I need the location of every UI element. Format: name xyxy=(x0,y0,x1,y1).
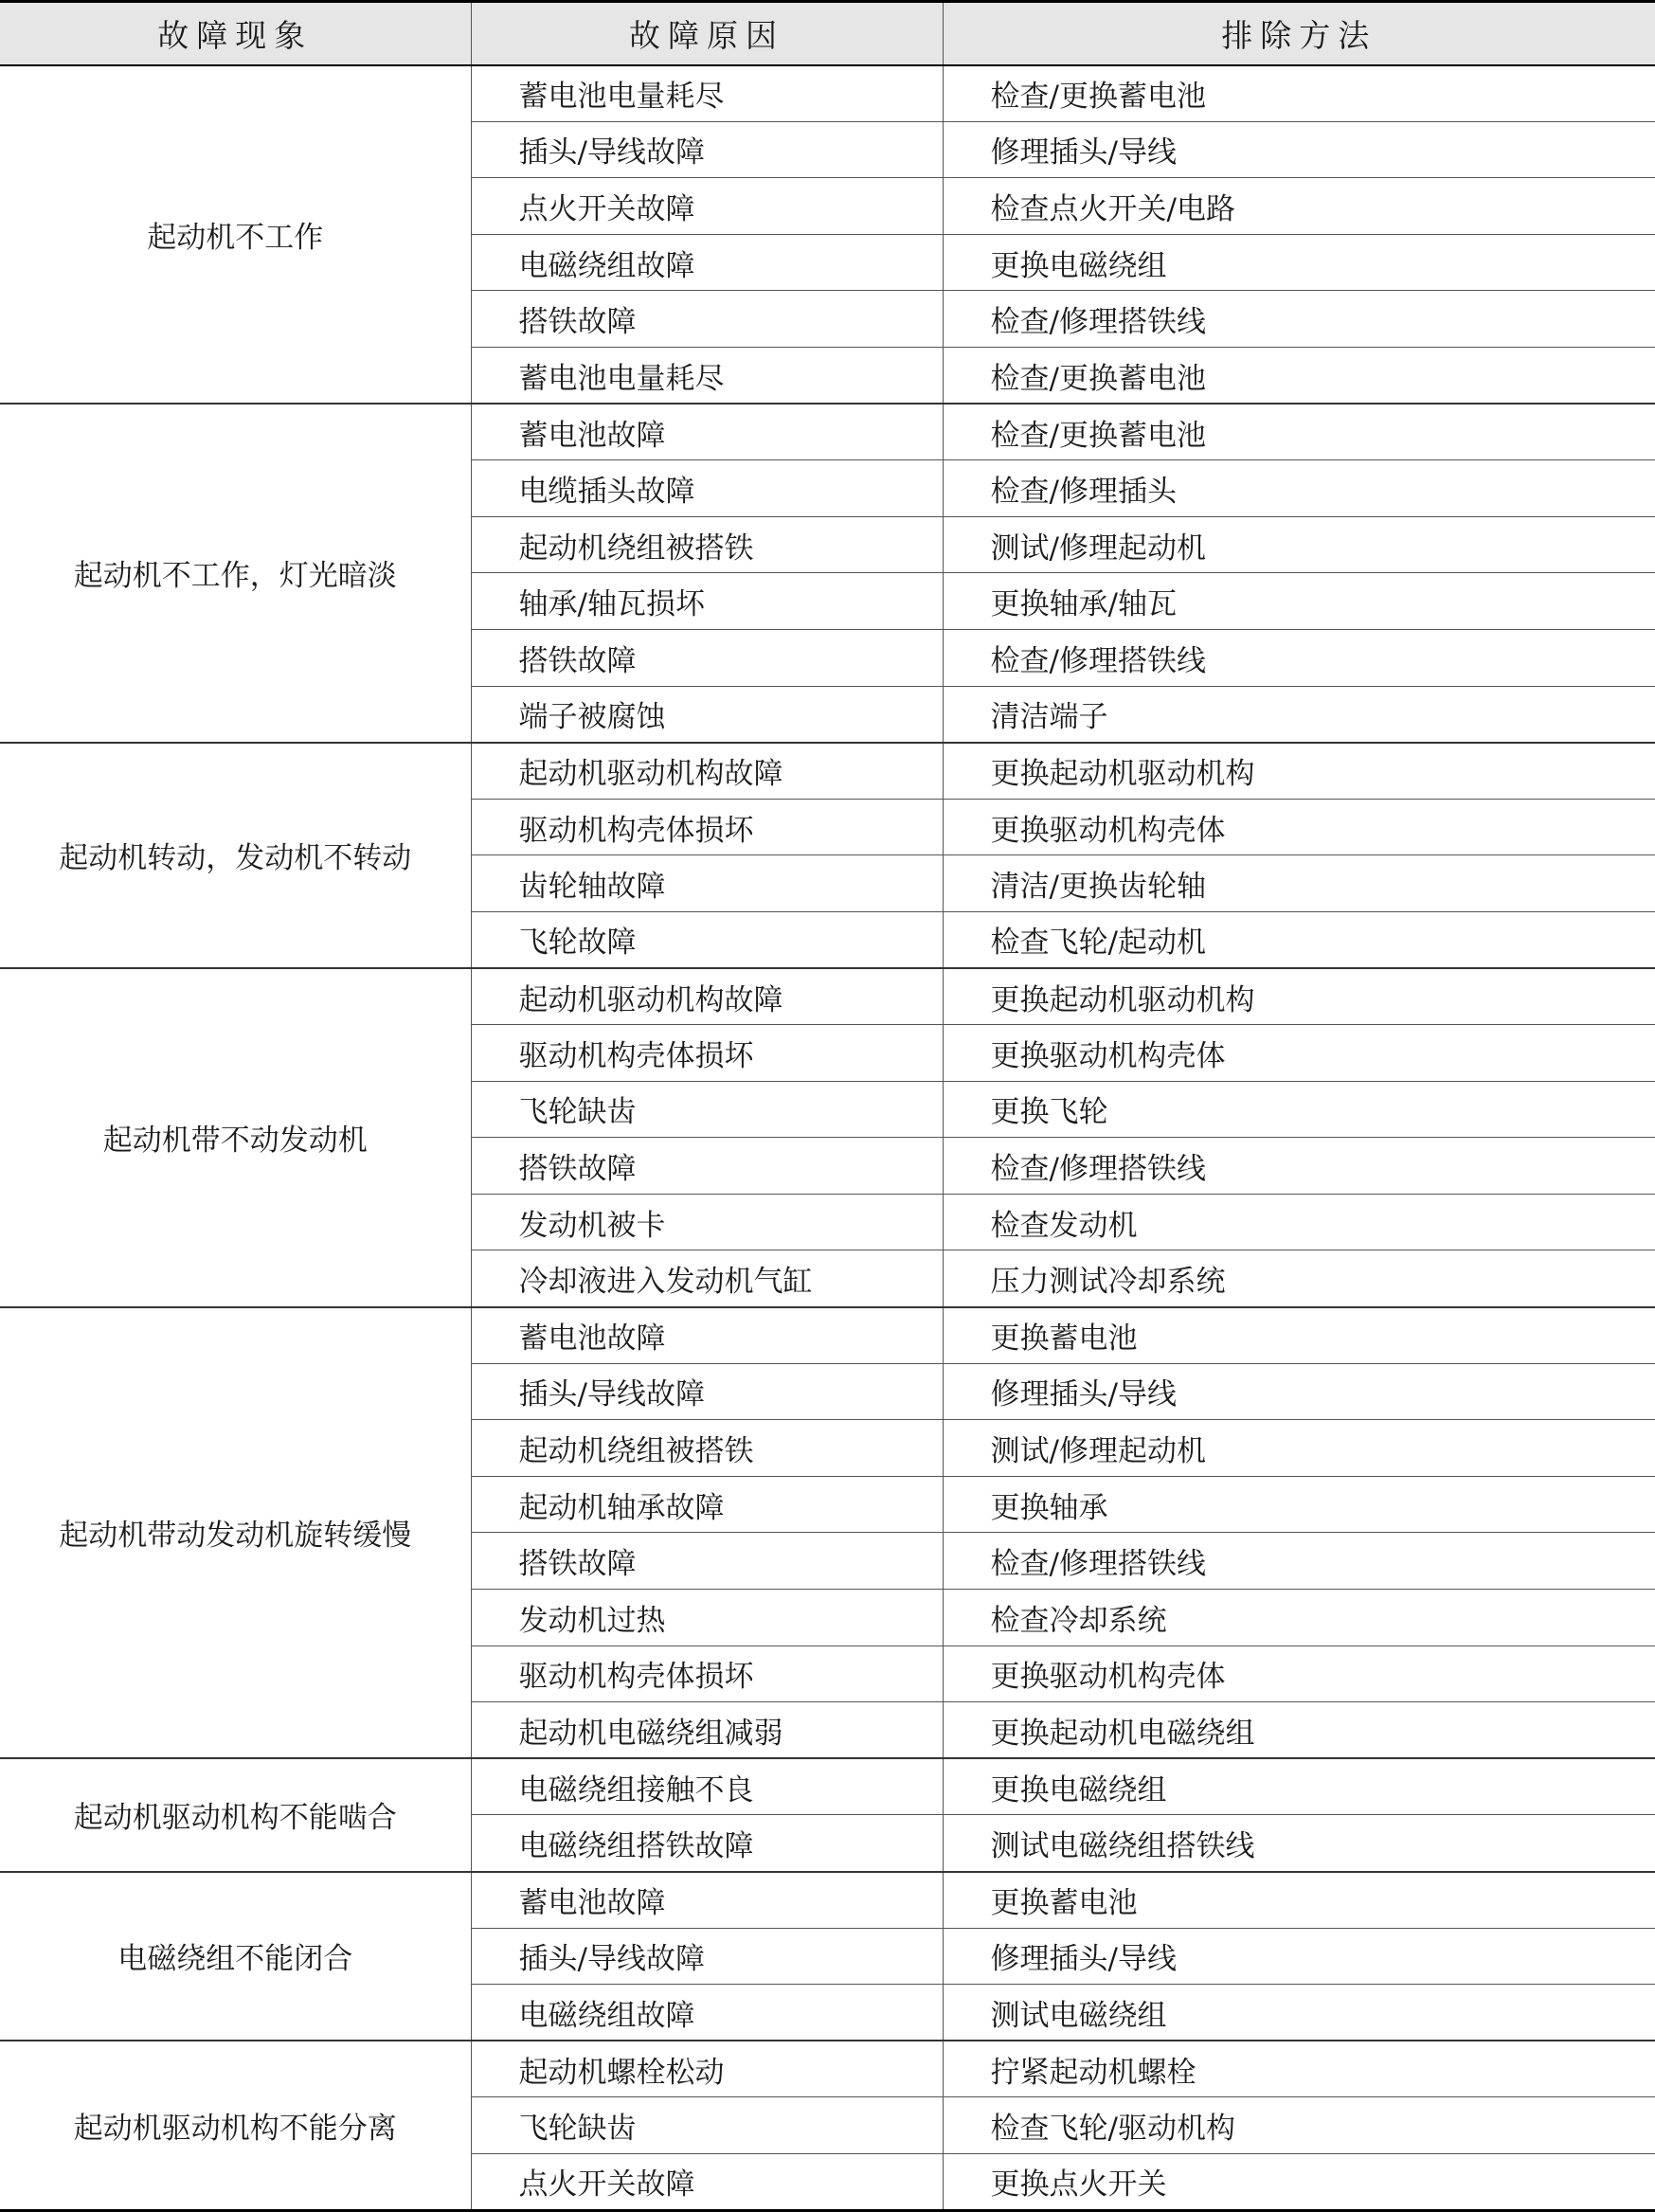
cause-cell: 飞轮缺齿 xyxy=(471,2097,943,2154)
cause-cell: 搭铁故障 xyxy=(471,1533,943,1590)
fix-cell: 检查发动机 xyxy=(943,1194,1655,1250)
fix-cell: 检查冷却系统 xyxy=(943,1590,1655,1646)
cause-cell: 蓄电池故障 xyxy=(471,1872,943,1929)
header-row xyxy=(0,2,1655,65)
cause-cell: 起动机驱动机构故障 xyxy=(471,743,943,800)
fix-cell: 更换驱动机构壳体 xyxy=(943,1646,1655,1702)
header-fix: 排除方法 xyxy=(943,2,1655,65)
symptom-cell: 起动机驱动机构不能啮合 xyxy=(0,1758,471,1871)
symptom-cell: 起动机不工作 xyxy=(0,65,471,405)
fix-cell: 更换驱动机构壳体 xyxy=(943,799,1655,855)
cause-cell: 冷却液进入发动机气缸 xyxy=(471,1250,943,1307)
cause-cell: 端子被腐蚀 xyxy=(471,686,943,743)
header-symptom: 故障现象 xyxy=(0,2,471,65)
table-row xyxy=(0,65,1655,122)
cause-cell: 飞轮故障 xyxy=(471,911,943,968)
cause-cell: 起动机驱动机构故障 xyxy=(471,968,943,1025)
table-row xyxy=(0,968,1655,1025)
fix-cell: 更换驱动机构壳体 xyxy=(943,1025,1655,1082)
cause-cell: 蓄电池故障 xyxy=(471,404,943,460)
fix-cell: 检查/更换蓄电池 xyxy=(943,65,1655,122)
cause-cell: 电磁绕组故障 xyxy=(471,234,943,291)
cause-cell: 电磁绕组故障 xyxy=(471,1985,943,2041)
cause-cell: 点火开关故障 xyxy=(471,2153,943,2210)
symptom-cell: 起动机带动发动机旋转缓慢 xyxy=(0,1307,471,1759)
symptom-cell: 起动机带不动发动机 xyxy=(0,968,471,1307)
fix-cell: 检查/更换蓄电池 xyxy=(943,404,1655,460)
fix-cell: 压力测试冷却系统 xyxy=(943,1250,1655,1307)
fix-cell: 修理插头/导线 xyxy=(943,1363,1655,1420)
fix-cell: 更换轴承 xyxy=(943,1476,1655,1533)
symptom-cell: 起动机不工作，灯光暗淡 xyxy=(0,404,471,743)
fix-cell: 清洁/更换齿轮轴 xyxy=(943,855,1655,912)
fix-cell: 检查/修理搭铁线 xyxy=(943,1138,1655,1195)
cause-cell: 起动机电磁绕组减弱 xyxy=(471,1702,943,1759)
fix-cell: 测试电磁绕组搭铁线 xyxy=(943,1815,1655,1872)
fix-cell: 检查飞轮/驱动机构 xyxy=(943,2097,1655,2154)
fix-cell: 检查点火开关/电路 xyxy=(943,178,1655,235)
fix-cell: 检查/更换蓄电池 xyxy=(943,347,1655,404)
fix-cell: 更换飞轮 xyxy=(943,1081,1655,1138)
symptom-cell: 电磁绕组不能闭合 xyxy=(0,1872,471,2041)
fix-cell: 更换点火开关 xyxy=(943,2153,1655,2210)
table-row xyxy=(0,2041,1655,2097)
fix-cell: 更换蓄电池 xyxy=(943,1307,1655,1364)
fix-cell: 拧紧起动机螺栓 xyxy=(943,2041,1655,2097)
fix-cell: 清洁端子 xyxy=(943,686,1655,743)
fix-cell: 测试/修理起动机 xyxy=(943,1420,1655,1477)
cause-cell: 插头/导线故障 xyxy=(471,121,943,178)
cause-cell: 电缆插头故障 xyxy=(471,460,943,517)
fix-cell: 更换起动机电磁绕组 xyxy=(943,1702,1655,1759)
table-row xyxy=(0,404,1655,460)
symptom-cell: 起动机驱动机构不能分离 xyxy=(0,2041,471,2210)
cause-cell: 轴承/轴瓦损坏 xyxy=(471,573,943,630)
table-row xyxy=(0,743,1655,800)
cause-cell: 蓄电池电量耗尽 xyxy=(471,347,943,404)
cause-cell: 起动机螺栓松动 xyxy=(471,2041,943,2097)
cause-cell: 驱动机构壳体损坏 xyxy=(471,1025,943,1082)
table-row xyxy=(0,1758,1655,1815)
fix-cell: 更换起动机驱动机构 xyxy=(943,968,1655,1025)
fix-cell: 修理插头/导线 xyxy=(943,1928,1655,1985)
fix-cell: 检查飞轮/起动机 xyxy=(943,911,1655,968)
cause-cell: 驱动机构壳体损坏 xyxy=(471,799,943,855)
fix-cell: 更换起动机驱动机构 xyxy=(943,743,1655,800)
cause-cell: 起动机绕组被搭铁 xyxy=(471,1420,943,1477)
fix-cell: 检查/修理搭铁线 xyxy=(943,629,1655,686)
fix-cell: 更换电磁绕组 xyxy=(943,234,1655,291)
cause-cell: 飞轮缺齿 xyxy=(471,1081,943,1138)
cause-cell: 搭铁故障 xyxy=(471,629,943,686)
fix-cell: 更换电磁绕组 xyxy=(943,1758,1655,1815)
cause-cell: 电磁绕组接触不良 xyxy=(471,1758,943,1815)
cause-cell: 蓄电池电量耗尽 xyxy=(471,65,943,122)
table-row xyxy=(0,1307,1655,1364)
cause-cell: 插头/导线故障 xyxy=(471,1363,943,1420)
cause-cell: 起动机绕组被搭铁 xyxy=(471,516,943,573)
fix-cell: 检查/修理搭铁线 xyxy=(943,291,1655,348)
cause-cell: 起动机轴承故障 xyxy=(471,1476,943,1533)
fix-cell: 测试/修理起动机 xyxy=(943,516,1655,573)
cause-cell: 点火开关故障 xyxy=(471,178,943,235)
fix-cell: 检查/修理搭铁线 xyxy=(943,1533,1655,1590)
cause-cell: 发动机被卡 xyxy=(471,1194,943,1250)
cause-cell: 齿轮轴故障 xyxy=(471,855,943,912)
fix-cell: 检查/修理插头 xyxy=(943,460,1655,517)
cause-cell: 搭铁故障 xyxy=(471,291,943,348)
cause-cell: 发动机过热 xyxy=(471,1590,943,1646)
fix-cell: 修理插头/导线 xyxy=(943,121,1655,178)
cause-cell: 蓄电池故障 xyxy=(471,1307,943,1364)
fix-cell: 测试电磁绕组 xyxy=(943,1985,1655,2041)
cause-cell: 插头/导线故障 xyxy=(471,1928,943,1985)
cause-cell: 搭铁故障 xyxy=(471,1138,943,1195)
header-cause: 故障原因 xyxy=(471,2,943,65)
cause-cell: 电磁绕组搭铁故障 xyxy=(471,1815,943,1872)
table-body xyxy=(0,65,1655,2211)
fix-cell: 更换蓄电池 xyxy=(943,1872,1655,1929)
symptom-cell: 起动机转动，发动机不转动 xyxy=(0,743,471,968)
fix-cell: 更换轴承/轴瓦 xyxy=(943,573,1655,630)
table-row xyxy=(0,1872,1655,1929)
cause-cell: 驱动机构壳体损坏 xyxy=(471,1646,943,1702)
